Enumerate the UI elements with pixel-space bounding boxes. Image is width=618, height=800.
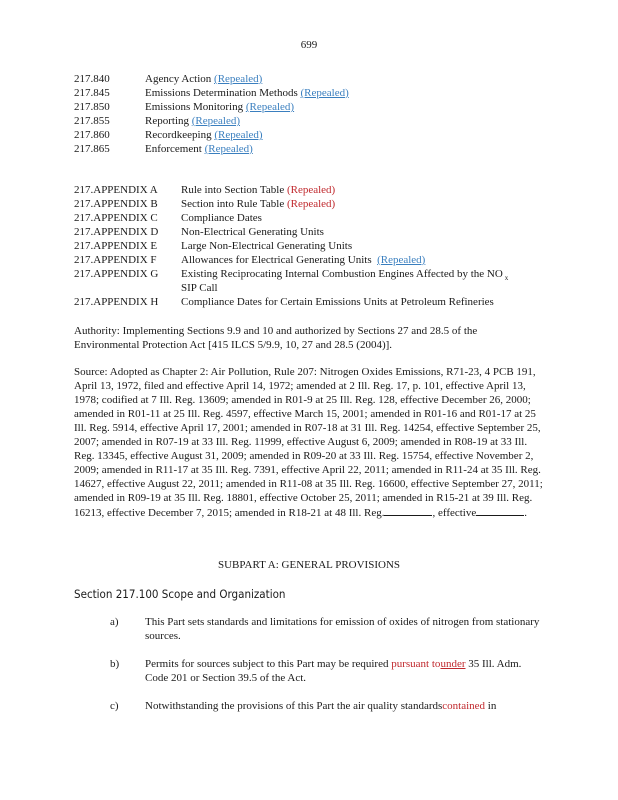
inserted-text: under — [440, 658, 466, 670]
repealed-marker: (Repealed) — [214, 73, 263, 85]
section-number: 217.855 — [74, 115, 110, 127]
source-note: Source: Adopted as Chapter 2: Air Pollution, Rule 207: Nitrogen Oxides Emissions, R71-23, 4 PCB 191, April 13, 1972, filed and effective April 14, 1972; amended at 2 Ill. Reg. 17, p. 101, effective April 13, 1978; codified at 7 Ill. Reg. 13609; amended in R01-9 at 25 Ill. Reg. 128, effective December 26, 2000; amended in R01-11 at 25 Ill. Reg. 4597, effective March 15, 2001; amended in R01-16 and R01-17 at 25 Ill. Reg. 5914, effective April 17, 2001; amended in R07-18 at 31 Ill. Reg. 14254, effective September 25, 2007; amended in R07-19 at 33 Ill. Reg. 11999, effective August 6, 2009; amended in R08-19 at 33 Ill. Reg. 13345, effective August 31, 2009; amended in R09-20 at 33 Ill. Reg. 15754, effective November 2, 2009; amended in R11-17 at 35 Ill. Reg. 7391, effective April 22, 2011; amended in R11-24 at 35 Ill. Reg. 14627, effective August 22, 2011; amended in R11-08 at 35 Ill. Reg. 16600, effective September 27, 2011; amended in R09-19 at 35 Ill. Reg. 18801, effective October 25, 2011; amended in R15-21 at 39 Ill. Reg. 16213, effective December 7, 2015; amended in R18-21 at 48 Ill. Reg. , effective . — [74, 366, 543, 519]
list-item — [74, 267, 508, 281]
section-heading: Section 217.100 Scope and Organization — [74, 587, 286, 601]
appendix-number: 217.APPENDIX F — [74, 254, 157, 266]
list-item — [74, 142, 349, 156]
appendix-title: Compliance Dates for Certain Emissions Units at Petroleum Refineries — [181, 296, 494, 308]
subsection-label: c) — [110, 700, 119, 712]
repealed-marker: (Repealed) — [286, 184, 336, 196]
list-item — [74, 239, 508, 253]
blank-line — [384, 505, 432, 516]
section-title: Emissions Monitoring (Repealed) — [145, 101, 295, 113]
subsection-text: This Part sets standards and limitations for emission of oxides of nitrogen from stationary sources. — [145, 616, 540, 642]
section-title: Enforcement (Repealed) — [145, 143, 253, 155]
section-number: 217.850 — [74, 101, 110, 113]
repealed-marker: (Repealed) — [377, 254, 426, 266]
repealed-marker: (Repealed) — [300, 87, 349, 99]
subsection-text: Notwithstanding the provisions of this Part the air quality standardscontained in — [145, 700, 497, 712]
list-item — [74, 72, 349, 86]
section-number: 217.840 — [74, 73, 110, 85]
appendix-number: 217.APPENDIX E — [74, 240, 158, 252]
repealed-marker: (Repealed) — [191, 115, 240, 127]
appendix-title: Non-Electrical Generating Units — [181, 226, 324, 238]
subpart-heading: SUBPART A: GENERAL PROVISIONS — [218, 559, 400, 571]
section-number: 217.860 — [74, 129, 110, 141]
blank-line — [476, 505, 524, 516]
list-item — [74, 128, 349, 142]
subsection-text: Permits for sources subject to this Part may be required pursuant tounder 35 Ill. Adm. Code 201 or Section 39.5 of the Act. — [145, 658, 522, 684]
deleted-text: pursuant to — [391, 658, 441, 670]
repealed-marker: (Repealed) — [204, 143, 253, 155]
subscript: x — [504, 274, 509, 282]
appendix-title: Rule into Section Table (Repealed) — [181, 184, 336, 196]
appendix-title: Compliance Dates — [181, 212, 262, 224]
subsection-label: a) — [110, 616, 119, 628]
section-title: Reporting (Repealed) — [145, 115, 240, 127]
list-item — [74, 100, 349, 114]
appendix-number: 217.APPENDIX H — [74, 296, 159, 308]
list-item — [74, 225, 508, 239]
list-item — [74, 197, 508, 211]
appendix-title: Allowances for Electrical Generating Units (Repealed) — [181, 254, 426, 266]
repealed-marker: (Repealed) — [245, 101, 295, 113]
section-contents-list — [74, 72, 349, 156]
list-item — [74, 183, 508, 197]
appendix-title: Existing Reciprocating Internal Combustion Engines Affected by the NO $_x$ — [181, 268, 509, 282]
appendix-number: 217.APPENDIX A — [74, 184, 158, 196]
section-number: 217.845 — [74, 87, 110, 99]
deleted-text: contained — [442, 700, 486, 712]
appendix-number: 217.APPENDIX D — [74, 226, 159, 238]
authority-note: Authority: Implementing Sections 9.9 and 10 and authorized by Sections 27 and 28.5 of the Environmental Protection Act [415 ILCS 5/9.9, 10, 27 and 28.5 (2004)]. — [74, 325, 478, 351]
appendix-title-continuation: SIP Call — [181, 282, 218, 294]
section-title: Recordkeeping (Repealed) — [145, 129, 263, 141]
repealed-marker: (Repealed) — [286, 198, 336, 210]
section-title: Emissions Determination Methods (Repealed) — [145, 87, 349, 99]
appendix-number: 217.APPENDIX G — [74, 268, 159, 280]
section-title: Agency Action (Repealed) — [145, 73, 263, 85]
list-item — [74, 295, 508, 309]
list-item — [74, 86, 349, 100]
appendix-title: Large Non-Electrical Generating Units — [181, 240, 353, 252]
repealed-marker: (Repealed) — [214, 129, 263, 141]
list-item — [74, 253, 508, 267]
appendix-number: 217.APPENDIX B — [74, 198, 158, 210]
appendix-contents-list — [74, 183, 508, 309]
appendix-title: Section into Rule Table (Repealed) — [181, 198, 336, 210]
list-item — [74, 211, 508, 225]
appendix-number: 217.APPENDIX C — [74, 212, 158, 224]
subsection-label: b) — [110, 658, 120, 670]
page-number: 699 — [300, 39, 318, 51]
list-item — [74, 114, 349, 128]
section-number: 217.865 — [74, 143, 110, 155]
